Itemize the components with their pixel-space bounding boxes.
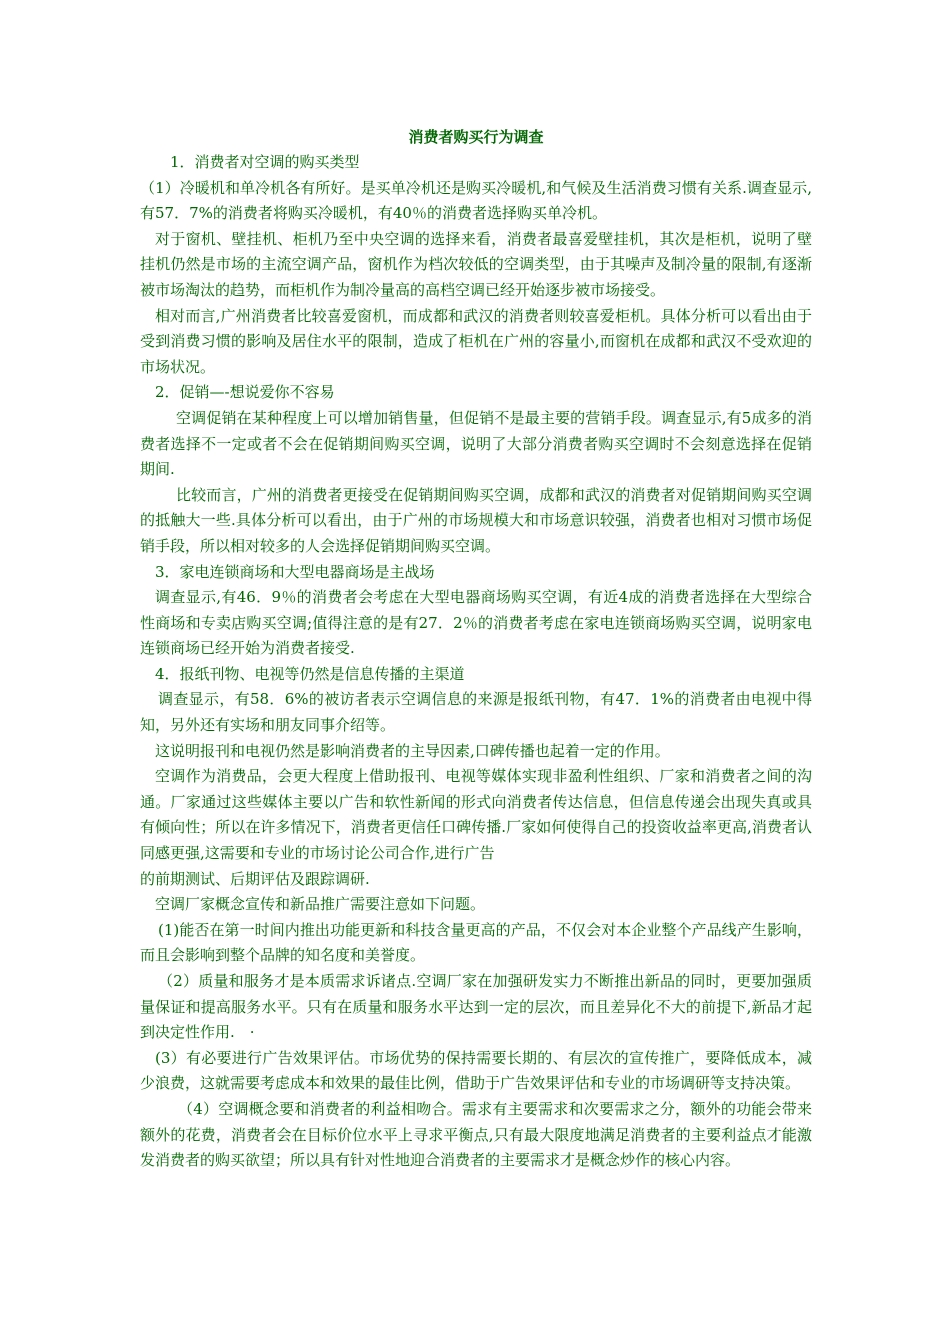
paragraph: 空调厂家概念宣传和新品推广需要注意如下问题。	[155, 895, 486, 914]
paragraph: 这说明报刊和电视仍然是影响消费者的主导因素,口碑传播也起着一定的作用。	[155, 741, 670, 760]
paragraph: 空调促销在某种程度上可以增加销售量，但促销不是最主要的营销手段。调查显示,有5成多的消费者选择不一定或者不会在促销期间购买空调，说明了大部分消费者购买空调时不会刻意选择在促销期间.	[140, 408, 812, 479]
document-title: 消费者购买行为调查	[408, 128, 544, 146]
section-heading: 1．消费者对空调的购买类型	[170, 153, 360, 171]
document-page	[140, 124, 812, 1174]
paragraph: （1）冷暖机和单冷机各有所好。是买单冷机还是购买冷暖机,和气候及生活消费习惯有关系.调查显示,有57．7%的消费者将购买冷暖机，有40％的消费者选择购买单冷机。	[140, 178, 812, 223]
paragraph: 调查显示，有58．6%的被访者表示空调信息的来源是报纸刊物，有47．1%的消费者由电视中得知，另外还有实场和朋友同事介绍等。	[140, 690, 812, 735]
paragraph: (1)能否在第一时间内推出功能更新和科技含量更高的产品，不仅会对本企业整个产品线产生影响，而且会影响到整个品牌的知名度和美誉度。	[140, 920, 812, 965]
paragraph: 空调作为消费品，会更大程度上借助报刊、电视等媒体实现非盈利性组织、厂家和消费者之间的沟通。厂家通过这些媒体主要以广告和软性新闻的形式向消费者传达信息，但信息传递会出现失真或具有倾向性；所以在许多情况下，消费者更信任口碑传播.厂家如何使得自己的投资收益率更高,消费者认同感更强,这需要和专业的市场讨论公司合作,进行广告	[140, 767, 812, 863]
paragraph: （2）质量和服务才是本质需求诉诸点.空调厂家在加强研发实力不断推出新品的同时，更要加强质量保证和提高服务水平。只有在质量和服务水平达到一定的层次，而且差异化不大的前提下,新品才起到决定性作用. ·	[140, 972, 812, 1042]
paragraph: 的前期测试、后期评估及跟踪调研.	[140, 869, 370, 888]
paragraph: 对于窗机、壁挂机、柜机乃至中央空调的选择来看，消费者最喜爱壁挂机，其次是柜机，说明了壁挂机仍然是市场的主流空调产品，窗机作为档次较低的空调类型，由于其噪声及制冷量的限制,有逐渐被市场淘汰的趋势，而柜机作为制冷量高的高档空调已经开始逐步被市场接受。	[140, 229, 812, 299]
paragraph: 相对而言,广州消费者比较喜爱窗机，而成都和武汉的消费者则较喜爱柜机。具体分析可以看出由于受到消费习惯的影响及居住水平的限制，造成了柜机在广州的容量小,而窗机在成都和武汉不受欢迎的市场状况。	[140, 306, 812, 376]
paragraph: （4）空调概念要和消费者的利益相吻合。需求有主要需求和次要需求之分，额外的功能会带来额外的花费，消费者会在目标价位水平上寻求平衡点,只有最大限度地满足消费者的主要利益点才能激发消费者的购买欲望；所以具有针对性地迎合消费者的主要需求才是概念炒作的核心内容。	[140, 1099, 812, 1170]
paragraph: 调查显示,有46．9％的消费者会考虑在大型电器商场购买空调，有近4成的消费者选择在大型综合性商场和专卖店购买空调;值得注意的是有27．2％的消费者考虑在家电连锁商场购买空调，说明家电连锁商场已经开始为消费者接受.	[140, 588, 812, 658]
section-heading: 4．报纸刊物、电视等仍然是信息传播的主渠道	[155, 664, 465, 683]
section-heading: 2．促销—-想说爱你不容易	[155, 383, 335, 402]
paragraph: (3）有必要进行广告效果评估。市场优势的保持需要长期的、有层次的宣传推广，要降低成本，减少浪费，这就需要考虑成本和效果的最佳比例，借助于广告效果评估和专业的市场调研等支持决策。	[140, 1048, 812, 1093]
document-body	[140, 150, 812, 1174]
paragraph: 比较而言，广州的消费者更接受在促销期间购买空调，成都和武汉的消费者对促销期间购买空调的抵触大一些.具体分析可以看出，由于广州的市场规模大和市场意识较强，消费者也相对习惯市场促销手段，所以相对较多的人会选择促销期间购买空调。	[140, 485, 812, 555]
section-heading: 3．家电连锁商场和大型电器商场是主战场	[155, 562, 435, 581]
